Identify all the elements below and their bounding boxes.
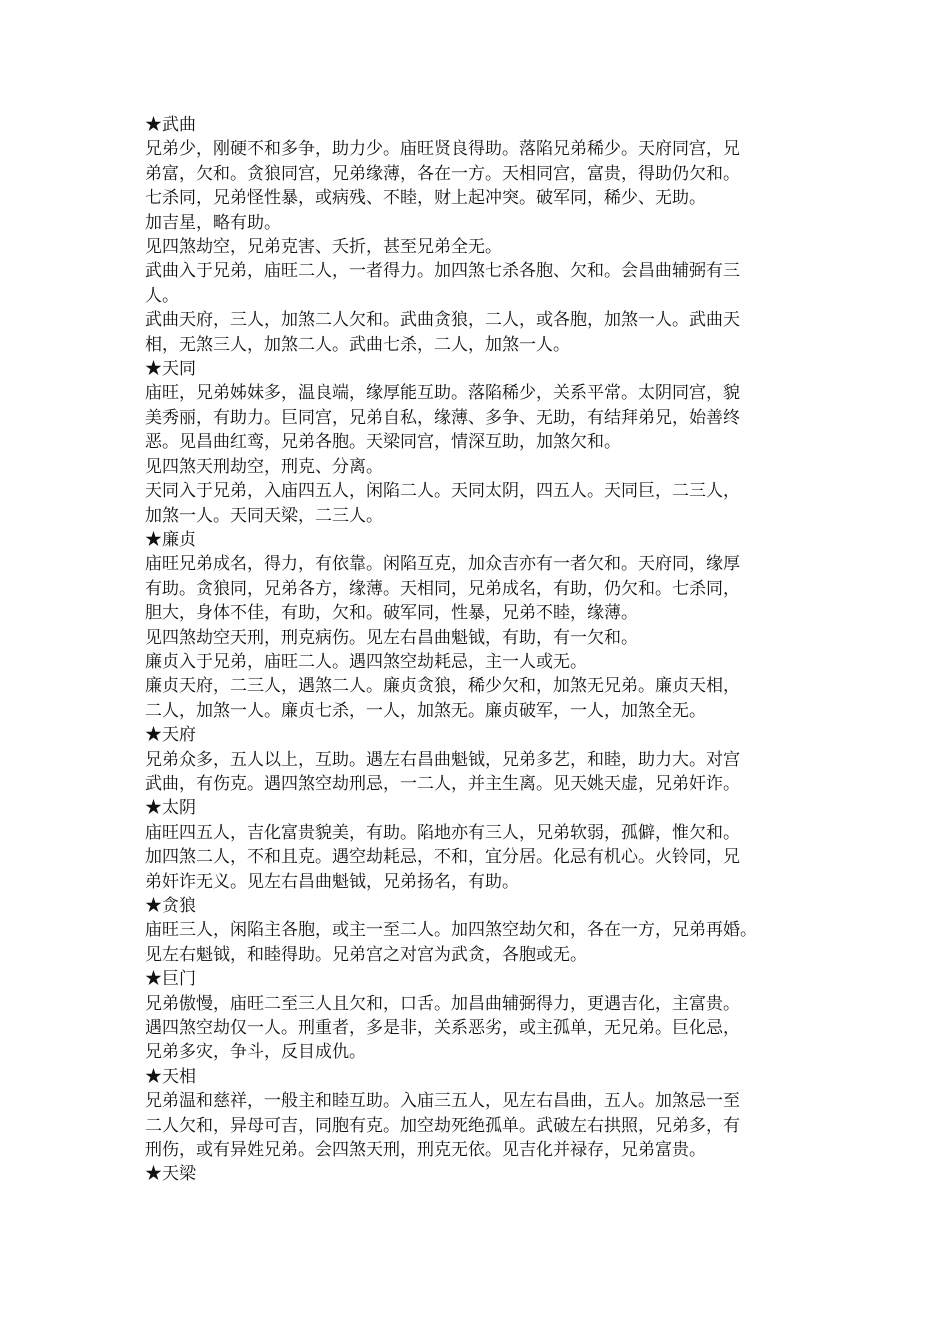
paragraph: 见四煞劫空天刑，刑克病伤。见左右昌曲魁钺，有助，有一欠和。 — [145, 627, 638, 648]
section-heading-wuqu: ★武曲 — [145, 115, 196, 135]
paragraph: 廉贞天府，二三人，遇煞二人。廉贞贪狼，稀少欠和，加煞无兄弟。廉贞天相， 二人，加煞一人。廉贞七杀，一人，加煞无。廉贞破军，一人，加煞全无。 — [145, 676, 740, 721]
paragraph: 兄弟温和慈祥，一般主和睦互助。入庙三五人，见左右昌曲，五人。加煞忌一至 二人欠和，异母可吉，同胞有克。加空劫死绝孤单。武破左右拱照，兄弟多，有 刑伤，或有异姓兄弟。会四煞天刑，刑克无依。见吉化并禄存，兄弟富贵。 — [145, 1091, 740, 1161]
paragraph: 兄弟众多，五人以上，互助。遇左右昌曲魁钺，兄弟多艺，和睦，助力大。对宫 武曲，有伤克。遇四煞空劫刑忌，一二人，并主生离。见天姚天虚，兄弟奸诈。 — [145, 749, 740, 794]
section-heading-taiyin: ★太阴 — [145, 798, 196, 819]
section-heading-tianxiang: ★天相 — [145, 1066, 196, 1087]
paragraph: 庙旺三人，闲陷主各胞，或主一至二人。加四煞空劫欠和，各在一方，兄弟再婚。 见左右魁钺，和睦得助。兄弟宫之对宫为武贪，各胞或无。 — [145, 920, 757, 965]
section-heading-tianliang: ★天梁 — [145, 1164, 196, 1185]
document-body — [145, 113, 815, 1187]
paragraph: 加吉星，略有助。 — [145, 212, 281, 233]
paragraph: 庙旺，兄弟姊妹多，温良端，缘厚能互助。落陷稀少，关系平常。太阴同宫，貌 美秀丽，有助力。巨同宫，兄弟自私，缘薄、多争、无助，有结拜弟兄，始善终 恶。见昌曲红鸾，兄弟各胞。天梁同宫，情深互助，加煞欠和。 — [145, 383, 740, 453]
section-heading-tiantong: ★天同 — [145, 359, 196, 380]
paragraph: 兄弟傲慢，庙旺二至三人且欠和，口舌。加昌曲辅弼得力，更遇吉化，主富贵。 遇四煞空劫仅一人。刑重者，多是非，关系恶劣，或主孤单，无兄弟。巨化忌， 兄弟多灾，争斗，反目成仇。 — [145, 993, 740, 1063]
paragraph: 武曲入于兄弟，庙旺二人，一者得力。加四煞七杀各胞、欠和。会昌曲辅弼有三 人。 — [145, 261, 740, 306]
section-heading-jumen: ★巨门 — [145, 969, 196, 990]
paragraph: 天同入于兄弟，入庙四五人，闲陷二人。天同太阴，四五人。天同巨，二三人， 加煞一人。天同天梁，二三人。 — [145, 481, 740, 526]
paragraph: 见四煞劫空，兄弟克害、夭折，甚至兄弟全无。 — [145, 237, 502, 258]
section-heading-lianzhen: ★廉贞 — [145, 529, 196, 550]
paragraph: 兄弟少，刚硬不和多争，助力少。庙旺贤良得助。落陷兄弟稀少。天府同宫，兄 弟富，欠和。贪狼同宫，兄弟缘薄，各在一方。天相同宫，富贵，得助仍欠和。 七杀同，兄弟怪性暴，或病残、不睦，财上起冲突。破军同，稀少、无助。 — [145, 139, 740, 209]
paragraph: 见四煞天刑劫空，刑克、分离。 — [145, 456, 383, 477]
paragraph: 廉贞入于兄弟，庙旺二人。遇四煞空劫耗忌，主一人或无。 — [145, 651, 587, 672]
paragraph: 庙旺四五人，吉化富贵貌美，有助。陷地亦有三人，兄弟软弱，孤僻，惟欠和。 加四煞二人，不和且克。遇空劫耗忌，不和，宜分居。化忌有机心。火铃同，兄 弟奸诈无义。见左右昌曲魁钺，兄弟扬名，有助。 — [145, 822, 740, 892]
paragraph: 庙旺兄弟成名，得力，有依靠。闲陷互克，加众吉亦有一者欠和。天府同，缘厚 有助。贪狼同，兄弟各方，缘薄。天相同，兄弟成名，有助，仍欠和。七杀同， 胆大，身体不佳，有助，欠和。破军同，性暴，兄弟不睦，缘薄。 — [145, 554, 740, 624]
paragraph: 武曲天府，三人，加煞二人欠和。武曲贪狼，二人，或各胞，加煞一人。武曲天 相，无煞三人，加煞二人。武曲七杀，二人，加煞一人。 — [145, 310, 740, 355]
section-heading-tianfu: ★天府 — [145, 725, 196, 746]
section-heading-tanlang: ★贪狼 — [145, 896, 196, 916]
